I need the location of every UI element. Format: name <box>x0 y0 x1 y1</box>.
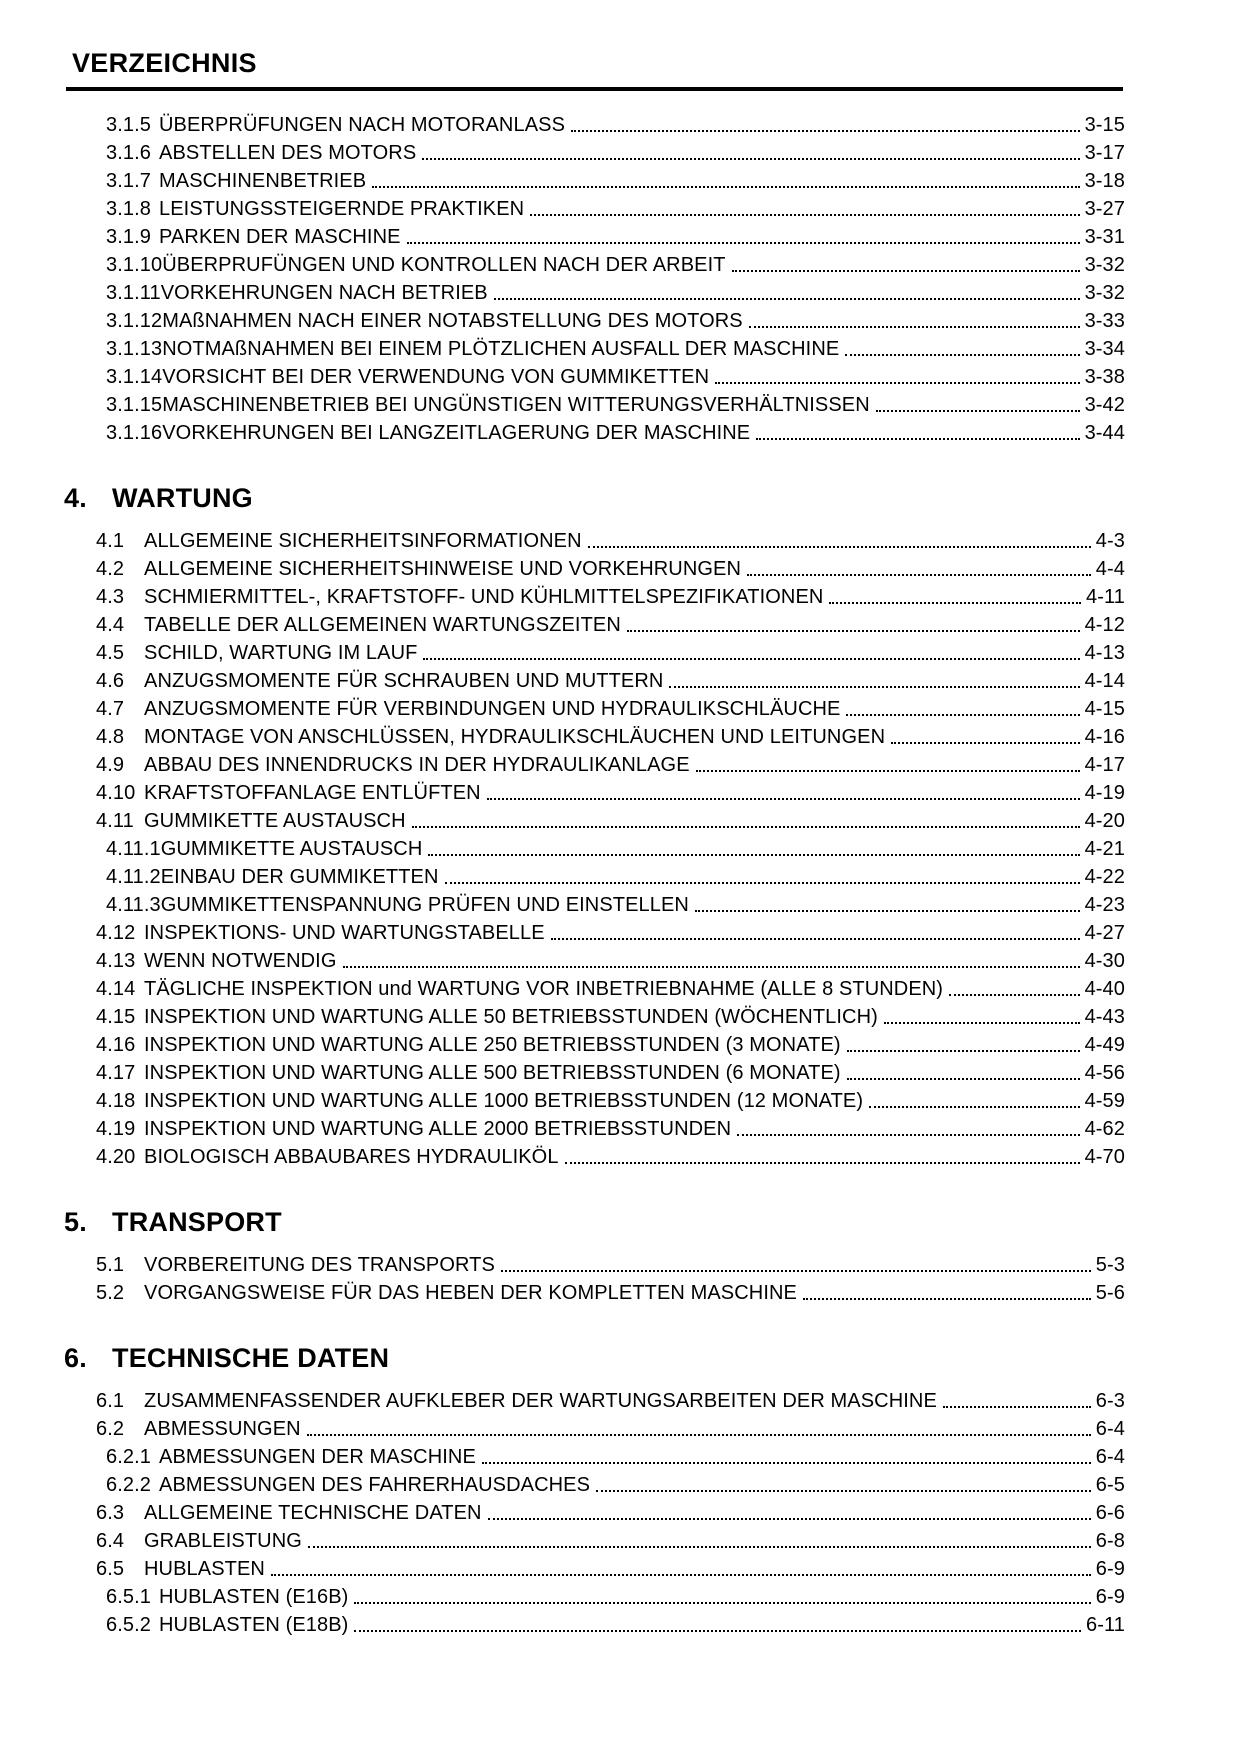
toc-entry <box>0 611 1125 639</box>
entry-page-number: 3-42 <box>1084 394 1125 416</box>
entry-page-number: 6-11 <box>1086 1614 1125 1636</box>
entry-title: INSPEKTION UND WARTUNG ALLE 250 BETRIEBSSTUNDEN (3 MONATE) <box>144 1034 841 1056</box>
entry-title: TABELLE DER ALLGEMEINEN WARTUNGSZEITEN <box>144 614 621 636</box>
entry-page-number: 4-14 <box>1084 670 1125 692</box>
dot-leader <box>412 826 1080 828</box>
toc-entry <box>0 279 1125 307</box>
toc-entry <box>0 835 1125 863</box>
entry-title: SCHMIERMITTEL-, KRAFTSTOFF- UND KÜHLMITTELSPEZIFIKATIONEN <box>144 586 824 608</box>
entry-number: 3.1.11 <box>106 282 161 304</box>
entry-title: TÄGLICHE INSPEKTION und WARTUNG VOR INBETRIEBNAHME (ALLE 8 STUNDEN) <box>144 978 944 1000</box>
entry-title: ABMESSUNGEN <box>144 1418 301 1440</box>
toc-entry <box>0 139 1125 167</box>
dot-leader <box>846 714 1079 716</box>
dot-leader <box>494 298 1080 300</box>
dot-leader <box>530 214 1079 216</box>
entry-page-number: 4-30 <box>1084 950 1125 972</box>
toc-entry <box>0 1471 1125 1499</box>
entry-title: INSPEKTION UND WARTUNG ALLE 1000 BETRIEBSSTUNDEN (12 MONATE) <box>144 1090 864 1112</box>
entry-title: INSPEKTION UND WARTUNG ALLE 500 BETRIEBSSTUNDEN (6 MONATE) <box>144 1062 841 1084</box>
toc-entry <box>0 1031 1125 1059</box>
entry-page-number: 4-43 <box>1084 1006 1125 1028</box>
dot-leader <box>501 1270 1091 1272</box>
entry-page-number: 3-32 <box>1084 254 1125 276</box>
entry-number: 6.2 <box>96 1418 125 1440</box>
dot-leader <box>596 1490 1091 1492</box>
dot-leader <box>891 742 1079 744</box>
entry-number: 3.1.8 <box>106 198 151 220</box>
toc-entry <box>0 111 1125 139</box>
entry-title: VORKEHRUNGEN BEI LANGZEITLAGERUNG DER MASCHINE <box>162 422 751 444</box>
dot-leader <box>695 910 1080 912</box>
entry-page-number: 6-5 <box>1095 1474 1125 1496</box>
entry-title: ÜBERPRUFÜNGEN UND KONTROLLEN NACH DER ARBEIT <box>162 254 726 276</box>
entry-page-number: 4-70 <box>1084 1146 1125 1168</box>
toc-entry <box>0 863 1125 891</box>
dot-leader <box>308 1546 1091 1548</box>
entry-number: 4.16 <box>96 1034 136 1056</box>
entry-page-number: 5-6 <box>1095 1282 1125 1304</box>
toc-entry <box>0 1087 1125 1115</box>
dot-leader <box>551 938 1080 940</box>
entry-page-number: 4-15 <box>1084 698 1125 720</box>
toc-entry <box>0 807 1125 835</box>
entry-title: ABBAU DES INNENDRUCKS IN DER HYDRAULIKANLAGE <box>144 754 690 776</box>
entry-number: 3.1.13 <box>106 338 163 360</box>
entry-number: 6.3 <box>96 1502 125 1524</box>
dot-leader <box>354 1630 1081 1632</box>
toc-entry <box>0 947 1125 975</box>
entry-number: 6.5.1 <box>106 1586 151 1608</box>
toc-entry <box>0 223 1125 251</box>
entry-number: 4.3 <box>96 586 125 608</box>
entry-page-number: 4-62 <box>1084 1118 1125 1140</box>
toc-entry <box>0 667 1125 695</box>
dot-leader <box>949 994 1079 996</box>
entry-number: 3.1.6 <box>106 142 151 164</box>
entry-page-number: 4-16 <box>1084 726 1125 748</box>
toc-entry <box>0 1143 1125 1171</box>
entry-page-number: 6-4 <box>1095 1418 1125 1440</box>
entry-page-number: 3-44 <box>1084 422 1125 444</box>
entry-number: 4.2 <box>96 558 125 580</box>
entry-title: VORGANGSWEISE FÜR DAS HEBEN DER KOMPLETTEN MASCHINE <box>144 1282 797 1304</box>
entry-page-number: 6-9 <box>1095 1586 1125 1608</box>
entry-number: 4.4 <box>96 614 125 636</box>
entry-number: 4.7 <box>96 698 125 720</box>
entry-number: 4.20 <box>96 1146 136 1168</box>
entry-page-number: 4-40 <box>1084 978 1125 1000</box>
entry-page-number: 4-49 <box>1084 1034 1125 1056</box>
entry-page-number: 4-23 <box>1084 894 1125 916</box>
entry-title: MONTAGE VON ANSCHLÜSSEN, HYDRAULIKSCHLÄUCHEN UND LEITUNGEN <box>144 726 886 748</box>
entry-number: 4.17 <box>96 1062 136 1084</box>
dot-leader <box>627 630 1080 632</box>
toc-entry <box>0 1415 1125 1443</box>
toc-entry <box>0 751 1125 779</box>
toc-entry <box>0 1611 1125 1639</box>
entry-number: 6.5 <box>96 1558 125 1580</box>
entry-number: 4.14 <box>96 978 136 1000</box>
entry-page-number: 3-27 <box>1084 198 1125 220</box>
toc-entry <box>0 527 1125 555</box>
dot-leader <box>732 270 1080 272</box>
entry-page-number: 5-3 <box>1095 1254 1125 1276</box>
dot-leader <box>876 410 1080 412</box>
section-heading <box>0 1205 1125 1239</box>
toc-entry <box>0 1003 1125 1031</box>
dot-leader <box>943 1406 1091 1408</box>
toc-entry <box>0 919 1125 947</box>
dot-leader <box>372 186 1079 188</box>
entry-title: VORKEHRUNGEN NACH BETRIEB <box>160 282 488 304</box>
entry-number: 4.5 <box>96 642 125 664</box>
toc-entry <box>0 335 1125 363</box>
entry-number: 4.10 <box>96 782 136 804</box>
section-title: TRANSPORT <box>112 1207 282 1237</box>
dot-leader <box>847 1050 1080 1052</box>
entry-title: PARKEN DER MASCHINE <box>159 226 401 248</box>
entry-page-number: 4-20 <box>1084 810 1125 832</box>
entry-title: LEISTUNGSSTEIGERNDE PRAKTIKEN <box>159 198 525 220</box>
entry-number: 6.4 <box>96 1530 125 1552</box>
entry-number: 6.1 <box>96 1390 125 1412</box>
entry-number: 6.2.1 <box>106 1446 151 1468</box>
entry-number: 4.19 <box>96 1118 136 1140</box>
dot-leader <box>869 1106 1079 1108</box>
section-number: 5. <box>64 1207 87 1237</box>
entry-title: ZUSAMMENFASSENDER AUFKLEBER DER WARTUNGSARBEITEN DER MASCHINE <box>144 1390 937 1412</box>
entry-number: 4.13 <box>96 950 136 972</box>
entry-title: GRABLEISTUNG <box>144 1530 302 1552</box>
toc-entry <box>0 1115 1125 1143</box>
entry-page-number: 4-59 <box>1084 1090 1125 1112</box>
section-heading <box>0 481 1125 515</box>
entry-number: 4.1 <box>96 530 125 552</box>
dot-leader <box>669 686 1079 688</box>
dot-leader <box>571 130 1080 132</box>
entry-title: INSPEKTIONS- UND WARTUNGSTABELLE <box>144 922 545 944</box>
dot-leader <box>747 574 1091 576</box>
entry-number: 4.11.3 <box>106 894 161 916</box>
entry-title: ÜBERPRÜFUNGEN NACH MOTORANLASS <box>159 114 566 136</box>
entry-title: GUMMIKETTE AUSTAUSCH <box>144 810 406 832</box>
entry-number: 3.1.9 <box>106 226 151 248</box>
entry-number: 4.11 <box>96 810 134 832</box>
entry-page-number: 6-8 <box>1095 1530 1125 1552</box>
entry-title: SCHILD, WARTUNG IM LAUF <box>144 642 418 664</box>
entry-number: 6.5.2 <box>106 1614 151 1636</box>
entry-page-number: 6-4 <box>1095 1446 1125 1468</box>
toc-entry <box>0 723 1125 751</box>
dot-leader <box>715 382 1079 384</box>
toc-entry <box>0 555 1125 583</box>
dot-leader <box>845 354 1079 356</box>
page-title: VERZEICHNIS <box>72 48 257 78</box>
toc-entry <box>0 1059 1125 1087</box>
section-number: 4. <box>64 483 87 513</box>
entry-title: ALLGEMEINE TECHNISCHE DATEN <box>144 1502 482 1524</box>
entry-number: 4.12 <box>96 922 136 944</box>
entry-number: 4.6 <box>96 670 125 692</box>
toc-entry <box>0 1499 1125 1527</box>
entry-number: 3.1.5 <box>106 114 151 136</box>
entry-title: ANZUGSMOMENTE FÜR SCHRAUBEN UND MUTTERN <box>144 670 664 692</box>
dot-leader <box>428 854 1079 856</box>
toc-entry <box>0 891 1125 919</box>
entry-page-number: 3-33 <box>1084 310 1125 332</box>
toc-entry <box>0 391 1125 419</box>
toc-entry <box>0 1387 1125 1415</box>
dot-leader <box>565 1162 1080 1164</box>
entry-title: BIOLOGISCH ABBAUBARES HYDRAULIKÖL <box>144 1146 559 1168</box>
toc-entry <box>0 1443 1125 1471</box>
entry-page-number: 6-6 <box>1095 1502 1125 1524</box>
dot-leader <box>271 1574 1091 1576</box>
section-heading <box>0 1341 1125 1375</box>
entry-page-number: 6-9 <box>1095 1558 1125 1580</box>
dot-leader <box>423 658 1079 660</box>
entry-title: ABSTELLEN DES MOTORS <box>159 142 417 164</box>
toc-entry <box>0 1279 1125 1307</box>
dot-leader <box>445 882 1080 884</box>
dot-leader <box>307 1434 1091 1436</box>
entry-title: WENN NOTWENDIG <box>144 950 337 972</box>
dot-leader <box>588 546 1091 548</box>
entry-title: INSPEKTION UND WARTUNG ALLE 50 BETRIEBSSTUNDEN (WÖCHENTLICH) <box>144 1006 878 1028</box>
entry-page-number: 3-31 <box>1084 226 1125 248</box>
entry-title: NOTMAßNAHMEN BEI EINEM PLÖTZLICHEN AUSFALL DER MASCHINE <box>162 338 840 360</box>
toc-entry <box>0 363 1125 391</box>
toc-entry <box>0 1527 1125 1555</box>
header-rule <box>66 87 1123 91</box>
entry-title: KRAFTSTOFFANLAGE ENTLÜFTEN <box>144 782 481 804</box>
toc-entry <box>0 195 1125 223</box>
dot-leader <box>803 1298 1091 1300</box>
entry-title: EINBAU DER GUMMIKETTEN <box>160 866 439 888</box>
entry-title: ALLGEMEINE SICHERHEITSINFORMATIONEN <box>144 530 582 552</box>
entry-page-number: 3-38 <box>1084 366 1125 388</box>
dot-leader <box>737 1134 1079 1136</box>
entry-page-number: 3-32 <box>1084 282 1125 304</box>
toc-entry <box>0 251 1125 279</box>
dot-leader <box>847 1078 1080 1080</box>
entry-title: VORBEREITUNG DES TRANSPORTS <box>144 1254 495 1276</box>
entry-title: VORSICHT BEI DER VERWENDUNG VON GUMMIKETTEN <box>162 366 710 388</box>
entry-number: 3.1.12 <box>106 310 163 332</box>
toc-entry <box>0 1583 1125 1611</box>
entry-title: MASCHINENBETRIEB <box>159 170 367 192</box>
entry-title: HUBLASTEN (E16B) <box>159 1586 349 1608</box>
entry-number: 3.1.7 <box>106 170 151 192</box>
toc-entry <box>0 167 1125 195</box>
toc-entry <box>0 1555 1125 1583</box>
entry-number: 3.1.14 <box>106 366 163 388</box>
toc-entry <box>0 1251 1125 1279</box>
entry-title: GUMMIKETTENSPANNUNG PRÜFEN UND EINSTELLEN <box>160 894 689 916</box>
dot-leader <box>422 158 1079 160</box>
entry-page-number: 3-34 <box>1084 338 1125 360</box>
entry-page-number: 4-17 <box>1084 754 1125 776</box>
entry-number: 3.1.15 <box>106 394 163 416</box>
entry-title: ANZUGSMOMENTE FÜR VERBINDUNGEN UND HYDRAULIKSCHLÄUCHE <box>144 698 841 720</box>
entry-page-number: 4-3 <box>1095 530 1125 552</box>
entry-title: MASCHINENBETRIEB BEI UNGÜNSTIGEN WITTERUNGSVERHÄLTNISSEN <box>162 394 870 416</box>
entry-number: 4.9 <box>96 754 125 776</box>
toc-entry <box>0 583 1125 611</box>
entry-page-number: 4-56 <box>1084 1062 1125 1084</box>
entry-page-number: 4-11 <box>1086 586 1125 608</box>
entry-number: 6.2.2 <box>106 1474 151 1496</box>
entry-title: MAßNAHMEN NACH EINER NOTABSTELLUNG DES MOTORS <box>162 310 743 332</box>
dot-leader <box>482 1462 1091 1464</box>
entry-title: HUBLASTEN <box>144 1558 265 1580</box>
entry-number: 5.1 <box>96 1254 125 1276</box>
entry-title: ABMESSUNGEN DES FAHRERHAUSDACHES <box>159 1474 591 1496</box>
toc-entry <box>0 307 1125 335</box>
entry-page-number: 3-15 <box>1084 114 1125 136</box>
entry-page-number: 3-18 <box>1084 170 1125 192</box>
dot-leader <box>343 966 1080 968</box>
entry-page-number: 4-12 <box>1084 614 1125 636</box>
table-of-contents <box>0 111 1241 1639</box>
entry-number: 4.15 <box>96 1006 136 1028</box>
toc-entry <box>0 639 1125 667</box>
entry-title: INSPEKTION UND WARTUNG ALLE 2000 BETRIEBSSTUNDEN <box>144 1118 732 1140</box>
entry-page-number: 4-13 <box>1084 642 1125 664</box>
entry-page-number: 6-3 <box>1095 1390 1125 1412</box>
entry-title: HUBLASTEN (E18B) <box>159 1614 349 1636</box>
dot-leader <box>749 326 1080 328</box>
entry-title: GUMMIKETTE AUSTAUSCH <box>160 838 423 860</box>
toc-entry <box>0 695 1125 723</box>
section-number: 6. <box>64 1343 87 1373</box>
dot-leader <box>756 438 1079 440</box>
entry-number: 4.11.2 <box>106 866 161 888</box>
entry-page-number: 4-21 <box>1084 838 1125 860</box>
section-title: WARTUNG <box>112 483 253 513</box>
entry-number: 5.2 <box>96 1282 125 1304</box>
entry-title: ALLGEMEINE SICHERHEITSHINWEISE UND VORKEHRUNGEN <box>144 558 742 580</box>
entry-number: 4.18 <box>96 1090 136 1112</box>
entry-page-number: 3-17 <box>1084 142 1125 164</box>
entry-number: 3.1.16 <box>106 422 163 444</box>
toc-entry <box>0 975 1125 1003</box>
section-title: TECHNISCHE DATEN <box>112 1343 390 1373</box>
entry-page-number: 4-27 <box>1084 922 1125 944</box>
toc-entry <box>0 779 1125 807</box>
entry-number: 4.8 <box>96 726 125 748</box>
entry-number: 4.11.1 <box>106 838 161 860</box>
entry-page-number: 4-19 <box>1084 782 1125 804</box>
dot-leader <box>488 1518 1091 1520</box>
dot-leader <box>884 1022 1080 1024</box>
toc-entry <box>0 419 1125 447</box>
dot-leader <box>829 602 1081 604</box>
dot-leader <box>696 770 1080 772</box>
entry-title: ABMESSUNGEN DER MASCHINE <box>159 1446 476 1468</box>
entry-page-number: 4-22 <box>1084 866 1125 888</box>
entry-number: 3.1.10 <box>106 254 163 276</box>
document-header <box>0 50 1241 91</box>
entry-page-number: 4-4 <box>1095 558 1125 580</box>
dot-leader <box>407 242 1080 244</box>
dot-leader <box>487 798 1080 800</box>
dot-leader <box>354 1602 1090 1604</box>
